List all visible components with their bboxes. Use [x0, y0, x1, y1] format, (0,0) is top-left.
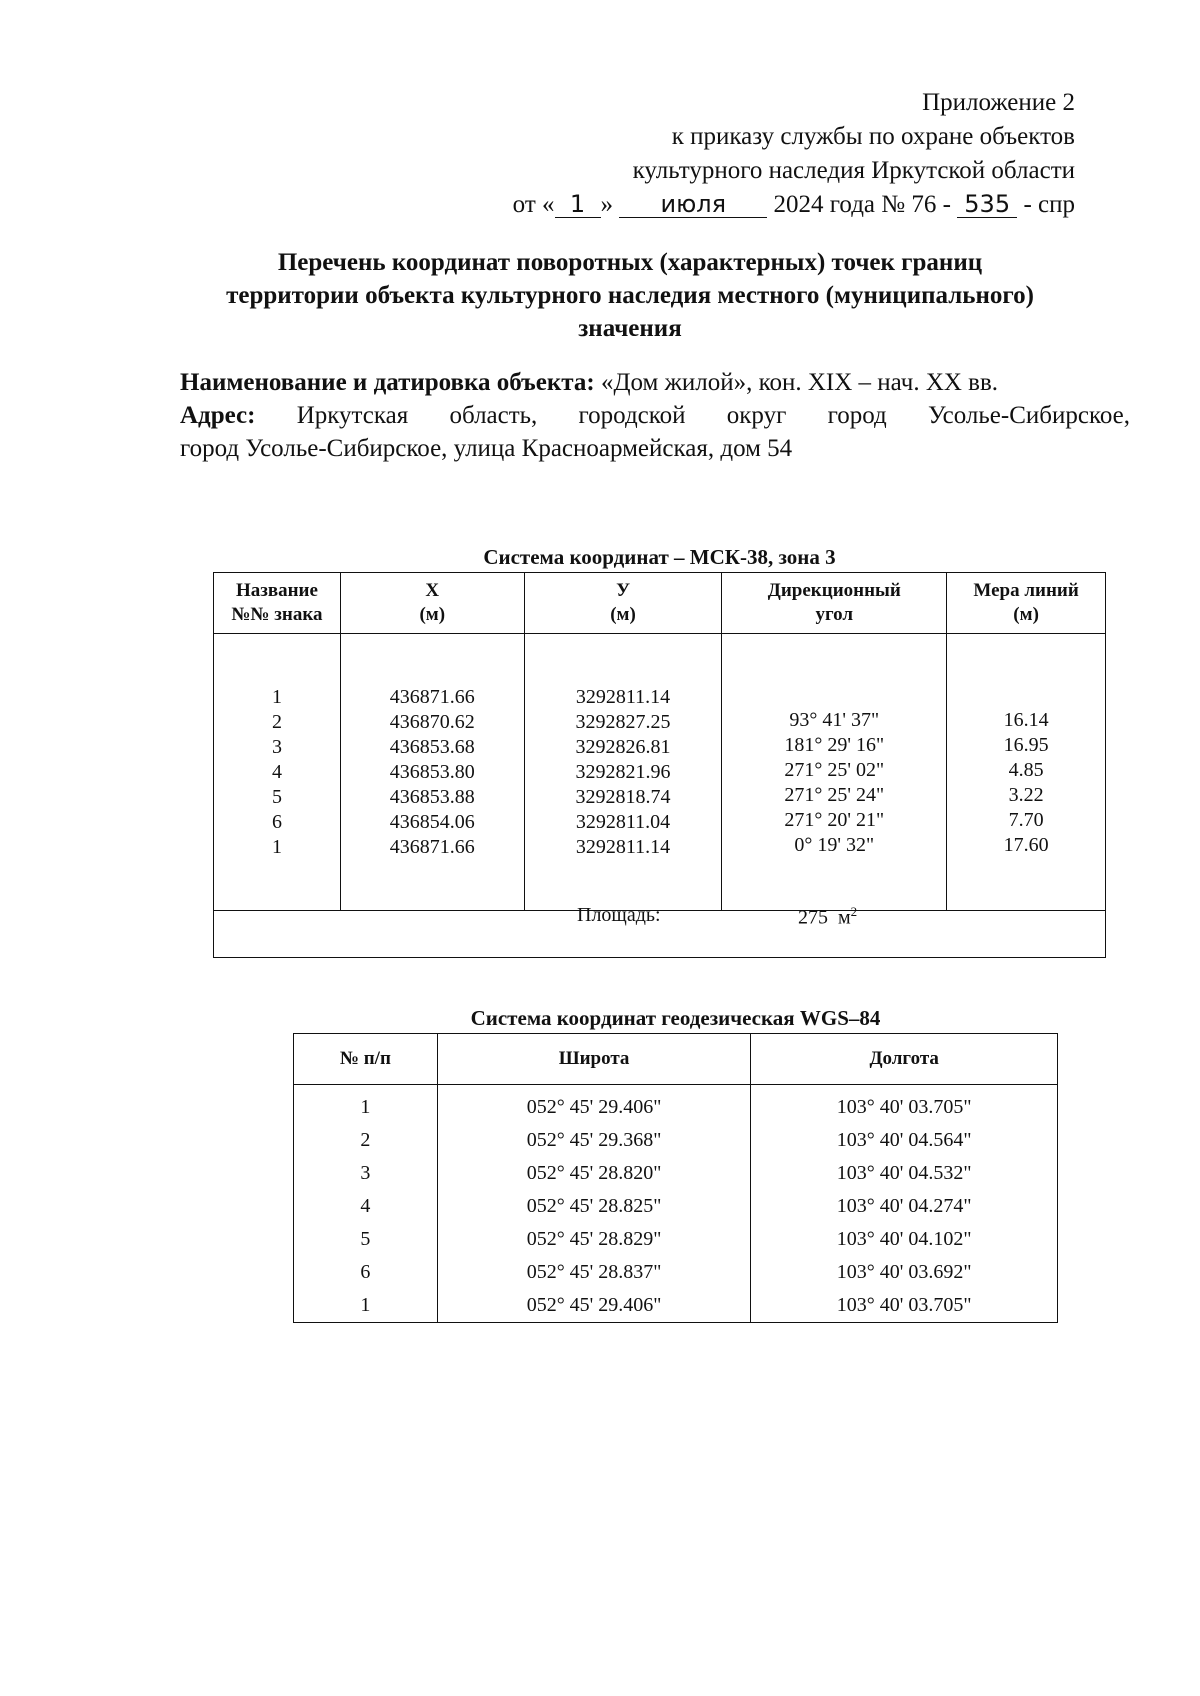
object-name-value: «Дом жилой», кон. XIX – нач. XX вв.	[600, 369, 999, 396]
handwritten-month: июля	[619, 191, 767, 218]
area-label: Площадь:	[577, 904, 661, 926]
address-line-1	[180, 399, 1130, 432]
row-index: 3	[294, 1157, 438, 1190]
row-longitude: 103° 40' 04.102"	[751, 1223, 1058, 1256]
area-value	[798, 904, 857, 930]
row-longitude: 103° 40' 03.705"	[751, 1289, 1058, 1323]
table1-body-row	[214, 634, 1106, 911]
row-index: 1	[294, 1289, 438, 1323]
x-values-cell: 436871.66 436870.62 436853.68 436853.80 436853.88 436854.06 436871.66	[340, 634, 524, 911]
row-index: 6	[294, 1256, 438, 1289]
table2-header-row	[294, 1034, 1058, 1085]
row-longitude: 103° 40' 03.705"	[751, 1085, 1058, 1125]
handwritten-order-number: 535	[957, 191, 1017, 218]
table-row	[294, 1085, 1058, 1125]
table-row	[294, 1190, 1058, 1223]
title-line-3: значения	[578, 315, 682, 342]
object-name-label: Наименование и датировка объекта:	[180, 369, 595, 396]
header-x: X (м)	[340, 573, 524, 634]
order-date-line	[513, 188, 1075, 222]
header-length: Мера линий (м)	[947, 573, 1106, 634]
length-values-cell: 16.14 16.95 4.85 3.22 7.70 17.60	[947, 634, 1106, 911]
angle-values-cell: 93° 41' 37" 181° 29' 16" 271° 25' 02" 271° 25' 24" 271° 20' 21" 0° 19' 32"	[722, 634, 947, 911]
row-index: 1	[294, 1085, 438, 1125]
row-longitude: 103° 40' 04.564"	[751, 1124, 1058, 1157]
header-y: У (м)	[524, 573, 722, 634]
area-unit: м	[838, 906, 851, 929]
table2-caption: Система координат геодезическая WGS–84	[470, 1006, 881, 1030]
row-index: 2	[294, 1124, 438, 1157]
area-exponent: 2	[850, 904, 858, 919]
address-label: Адрес:	[180, 402, 256, 429]
table-row	[294, 1289, 1058, 1323]
order-suffix: - спр	[1023, 191, 1075, 218]
title-line-1: Перечень координат поворотных (характерных) точек границ	[277, 249, 983, 276]
address-value-1: Иркутская область, городской округ город Усолье-Сибирское,	[296, 402, 1130, 429]
header-latitude: Широта	[437, 1034, 751, 1085]
table-row	[294, 1124, 1058, 1157]
year-text: 2024 года № 76 -	[773, 191, 951, 218]
table1-caption: Система координат – МСК-38, зона 3	[483, 545, 836, 569]
wgs84-coordinates-table	[293, 1033, 1058, 1323]
row-latitude: 052° 45' 28.825"	[437, 1190, 751, 1223]
table1-header-row	[214, 573, 1106, 634]
y-values-cell: 3292811.14 3292827.25 3292826.81 3292821.96 3292818.74 3292811.04 3292811.14	[524, 634, 722, 911]
header-longitude: Долгота	[751, 1034, 1058, 1085]
appendix-header	[513, 86, 1075, 222]
msk-coordinates-table	[213, 572, 1106, 958]
header-angle: Дирекционный угол	[722, 573, 947, 634]
document-title	[150, 246, 1110, 345]
date-mid: »	[600, 191, 614, 218]
table-row	[294, 1256, 1058, 1289]
authority-line: культурного наследия Иркутской области	[632, 157, 1075, 184]
order-ref-line: к приказу службы по охране объектов	[671, 123, 1075, 150]
date-prefix: от «	[512, 191, 555, 218]
row-longitude: 103° 40' 04.532"	[751, 1157, 1058, 1190]
row-latitude: 052° 45' 29.406"	[437, 1289, 751, 1323]
title-line-2: территории объекта культурного наследия местного (муниципального)	[226, 282, 1034, 309]
table-row	[294, 1157, 1058, 1190]
header-point-name: Название №№ знака	[214, 573, 341, 634]
row-index: 5	[294, 1223, 438, 1256]
row-longitude: 103° 40' 04.274"	[751, 1190, 1058, 1223]
area-number: 275	[798, 906, 828, 929]
row-latitude: 052° 45' 28.829"	[437, 1223, 751, 1256]
table-row	[294, 1223, 1058, 1256]
row-longitude: 103° 40' 03.692"	[751, 1256, 1058, 1289]
row-latitude: 052° 45' 29.406"	[437, 1085, 751, 1125]
address-line-2: город Усолье-Сибирское, улица Красноармейская, дом 54	[180, 435, 793, 462]
object-name-line	[180, 366, 1130, 399]
row-index: 4	[294, 1190, 438, 1223]
handwritten-day: 1	[555, 191, 601, 218]
row-latitude: 052° 45' 29.368"	[437, 1124, 751, 1157]
row-latitude: 052° 45' 28.820"	[437, 1157, 751, 1190]
header-index: № п/п	[294, 1034, 438, 1085]
point-numbers-cell: 1 2 3 4 5 6 1	[214, 634, 341, 911]
appendix-number: Приложение 2	[922, 89, 1075, 116]
object-info	[180, 366, 1130, 465]
row-latitude: 052° 45' 28.837"	[437, 1256, 751, 1289]
